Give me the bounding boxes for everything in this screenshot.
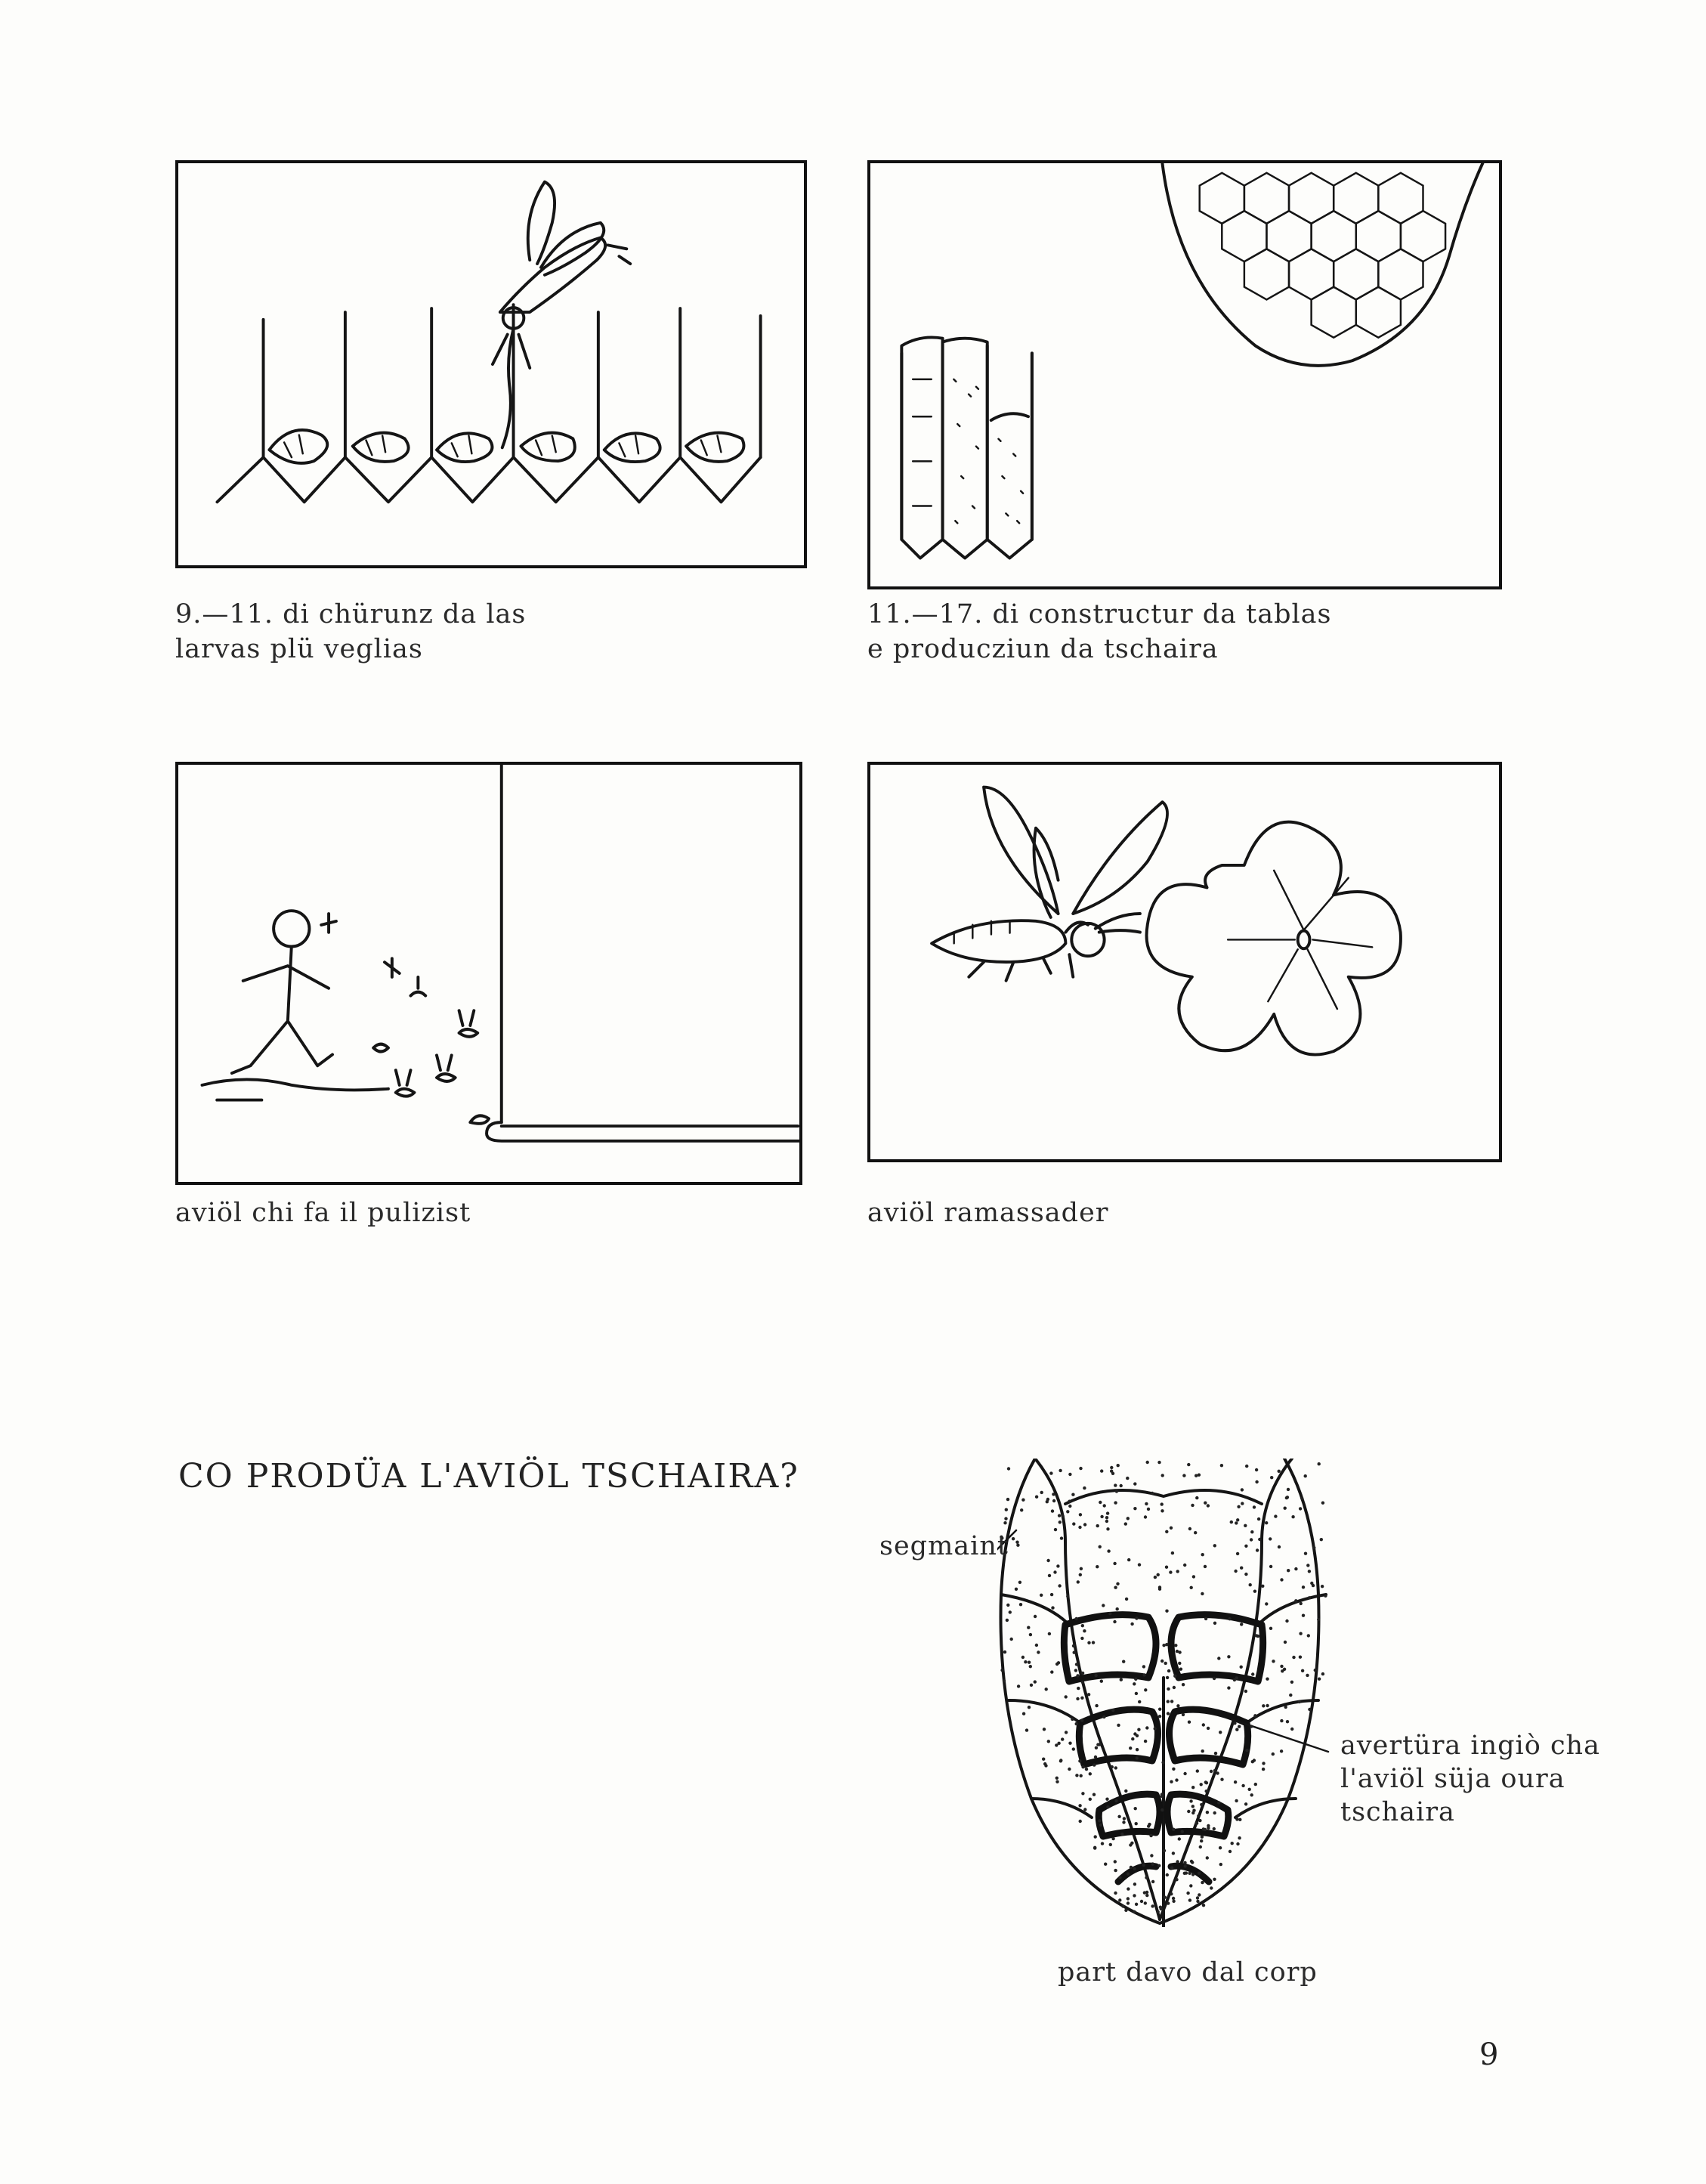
larvae-cells-illustration bbox=[178, 163, 804, 565]
abdomen-segments-illustration bbox=[997, 1459, 1330, 1927]
gatherer-bee-flower-illustration bbox=[870, 765, 1499, 1159]
panel-gatherer-bee bbox=[867, 762, 1502, 1162]
label-rear-body: part davo dal corp bbox=[1058, 1957, 1318, 1988]
label-wax-opening: avertüra ingiò cha l'aviöl süja oura tschaira bbox=[1340, 1731, 1600, 1827]
panel-police-bee bbox=[175, 762, 802, 1185]
comb-and-cells-illustration bbox=[870, 163, 1499, 586]
police-bee-illustration bbox=[178, 765, 799, 1182]
abdomen-diagram bbox=[997, 1459, 1330, 1927]
panel-comb-builder bbox=[867, 160, 1502, 589]
section-heading: CO PRODÜA L'AVIÖL TSCHAIRA? bbox=[178, 1457, 799, 1496]
panel-larvae bbox=[175, 160, 807, 568]
page-number: 9 bbox=[1479, 2037, 1499, 2072]
panel-comb-builder-caption: 11.—17. di constructur da tablas e producziun da tschaira bbox=[867, 599, 1332, 664]
label-segment: segmaint bbox=[879, 1531, 1009, 1561]
panel-larvae-caption: 9.—11. di chürunz da las larvas plü veglias bbox=[175, 599, 527, 664]
panel-gatherer-bee-caption: aviöl ramassader bbox=[867, 1198, 1109, 1228]
panel-police-bee-caption: aviöl chi fa il pulizist bbox=[175, 1198, 471, 1228]
